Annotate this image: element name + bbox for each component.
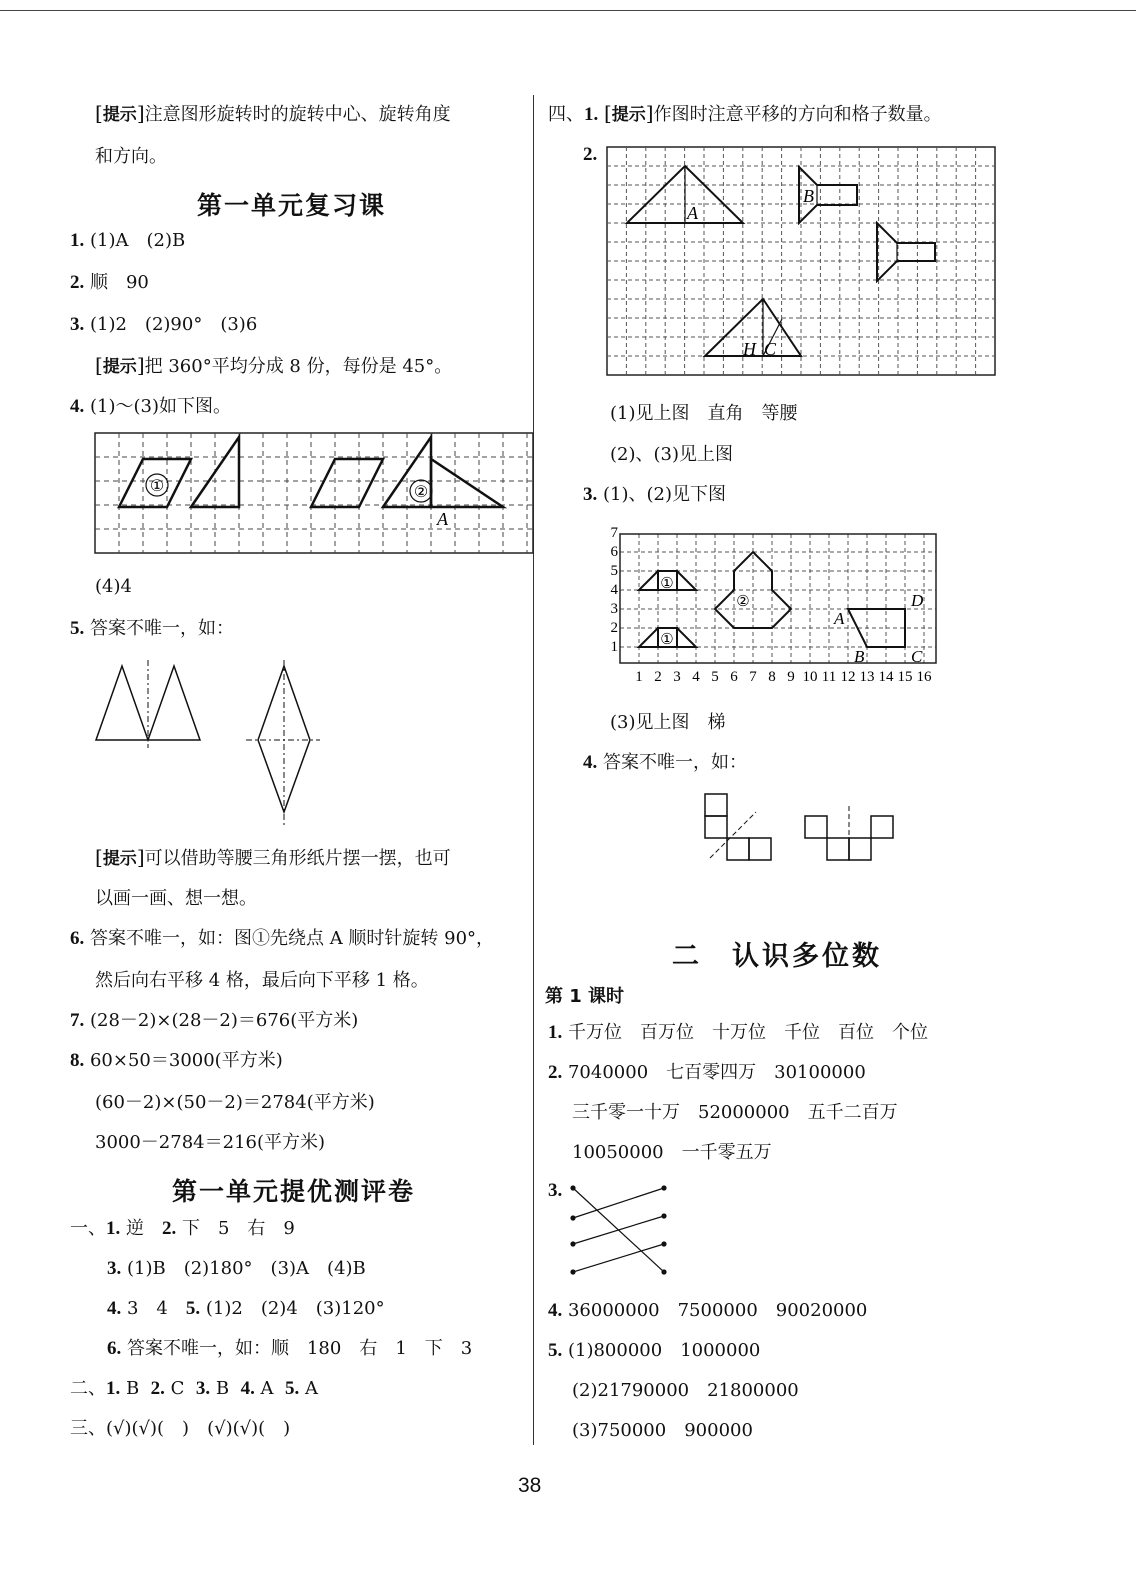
answer-6-line2: 然后向右平移 4 格，最后向下平移 1 格。	[95, 970, 429, 991]
column-divider	[533, 95, 534, 1445]
fig3-label-c: C	[911, 647, 923, 666]
figure-q4-4	[700, 792, 900, 862]
hint-5-line1: [提示]可以借助等腰三角形纸片摆一摆，也可	[95, 845, 451, 869]
x-tick: 11	[821, 669, 837, 685]
section-title-review: 第一单元复习课	[197, 191, 387, 220]
q4-2-label-b: B	[803, 186, 814, 206]
x-tick: 12	[840, 669, 856, 685]
y-tick: 5	[610, 563, 618, 579]
lesson-answer-5c: (3)750000 900000	[572, 1420, 753, 1441]
q4-1: 四、1. [提示]作图时注意平移的方向和格子数量。	[548, 101, 942, 125]
x-tick: 1	[635, 669, 643, 685]
q4-3: 3. (1)、(2)见下图	[583, 484, 726, 505]
figure-lesson-3-matching	[568, 1186, 672, 1276]
q4-3-answer: (3)见上图 梯	[610, 712, 726, 733]
x-tick: 15	[897, 669, 913, 685]
fig3-label-1a: ①	[660, 574, 674, 592]
x-tick: 9	[787, 669, 795, 685]
figure-5	[90, 660, 330, 835]
answer-6-line1: 6. 答案不唯一，如：图①先绕点 A 顺时针旋转 90°，	[70, 928, 495, 949]
y-tick: 6	[610, 544, 618, 560]
answer-5: 5. 答案不唯一，如：	[70, 618, 234, 639]
section-title-test: 第一单元提优测评卷	[172, 1177, 416, 1206]
x-tick: 5	[711, 669, 719, 685]
hint-top-line1: [提示]注意图形旋转时的旋转中心、旋转角度	[95, 101, 451, 125]
test-4-5: 4. 3 4 5. (1)2 (2)4 (3)120°	[107, 1298, 385, 1319]
hint-3: [提示]把 360°平均分成 8 份，每份是 45°。	[95, 353, 453, 377]
hint-top-line2: 和方向。	[95, 146, 167, 167]
q4-2-answer-2: (2)、(3)见上图	[610, 444, 733, 465]
lesson-answer-2: 2. 7040000 七百零四万 30100000	[548, 1062, 866, 1083]
x-tick: 7	[749, 669, 757, 685]
answer-8-line1: 8. 60×50＝3000(平方米)	[70, 1050, 283, 1071]
test-part-2: 二、1. B 2. C 3. B 4. A 5. A	[70, 1378, 318, 1399]
page-number: 38	[518, 1474, 542, 1497]
x-tick: 14	[878, 669, 894, 685]
lesson-answer-5: 5. (1)800000 1000000	[548, 1340, 761, 1361]
answer-7: 7. (28－2)×(28－2)＝676(平方米)	[70, 1010, 359, 1031]
figure-q4-2-grid	[607, 147, 995, 375]
q4-2-label-c: C	[764, 339, 777, 359]
hint-5-line2: 以画一画、想一想。	[95, 888, 257, 909]
answer-8-line3: 3000－2784＝216(平方米)	[95, 1132, 326, 1153]
fig3-label-d: D	[911, 591, 924, 610]
lesson-label: 第 1 课时	[545, 986, 625, 1007]
answer-1: 1. (1)A (2)B	[70, 230, 186, 251]
x-tick: 4	[692, 669, 700, 685]
parallelogram-2	[311, 459, 383, 507]
lesson-answer-2c: 10050000 一千零五万	[572, 1142, 772, 1163]
x-tick: 8	[768, 669, 776, 685]
top-border	[0, 10, 1136, 11]
shape-b-translated	[877, 223, 935, 281]
triangle-rotated	[431, 459, 503, 507]
lesson-answer-2b: 三千零一十万 52000000 五千二百万	[572, 1102, 898, 1123]
lesson-answer-5b: (2)21790000 21800000	[572, 1380, 799, 1401]
q4-2-answer-1: (1)见上图 直角 等腰	[610, 403, 798, 424]
x-tick: 13	[859, 669, 875, 685]
test-part-3: 三、(√)(√)( ) (√)(√)( )	[70, 1418, 291, 1439]
q4-2-label-h: H	[743, 339, 756, 359]
answer-2: 2. 顺 90	[70, 272, 149, 293]
test-6: 6. 答案不唯一，如：顺 180 右 1 下 3	[107, 1338, 473, 1359]
fig3-label-a: A	[834, 609, 845, 628]
figure-4-grid	[95, 433, 535, 555]
x-tick: 2	[654, 669, 662, 685]
answer-4-4: (4)4	[95, 576, 132, 597]
y-tick: 4	[610, 582, 618, 598]
x-tick: 3	[673, 669, 681, 685]
fig3-label-2: ②	[736, 592, 750, 610]
answer-4: 4. (1)～(3)如下图。	[70, 396, 231, 417]
lesson-answer-1: 1. 千万位 百万位 十万位 千位 百位 个位	[548, 1022, 928, 1043]
q4-2-number: 2.	[583, 144, 598, 165]
hint-label: 提示	[102, 105, 137, 125]
answer-3: 3. (1)2 (2)90° (3)6	[70, 314, 258, 335]
y-tick: 2	[610, 620, 618, 636]
x-tick: 16	[916, 669, 932, 685]
y-tick: 1	[610, 639, 618, 655]
y-tick: 7	[610, 525, 618, 541]
y-tick: 3	[610, 601, 618, 617]
fig3-label-b: B	[854, 647, 865, 666]
figure-q4-3-coordinate-grid	[606, 526, 951, 688]
fig3-label-1b: ①	[660, 630, 674, 648]
q4-2-label-a: A	[687, 203, 698, 223]
test-3: 3. (1)B (2)180° (3)A (4)B	[107, 1258, 366, 1279]
fig4-label-1: ①	[149, 476, 165, 495]
x-tick: 10	[802, 669, 818, 685]
q4-4: 4. 答案不唯一，如：	[583, 752, 747, 773]
lesson-answer-3: 3.	[548, 1180, 563, 1201]
answer-8-line2: (60－2)×(50－2)＝2784(平方米)	[95, 1092, 375, 1113]
fig4-label-2: ②	[413, 482, 429, 501]
chapter-title: 二 认识多位数	[672, 941, 882, 972]
test-1-2: 一、1. 逆 2. 下 5 右 9	[70, 1218, 295, 1239]
x-tick: 6	[730, 669, 738, 685]
lesson-answer-4: 4. 36000000 7500000 90020000	[548, 1300, 868, 1321]
fig4-label-a: A	[437, 509, 448, 529]
